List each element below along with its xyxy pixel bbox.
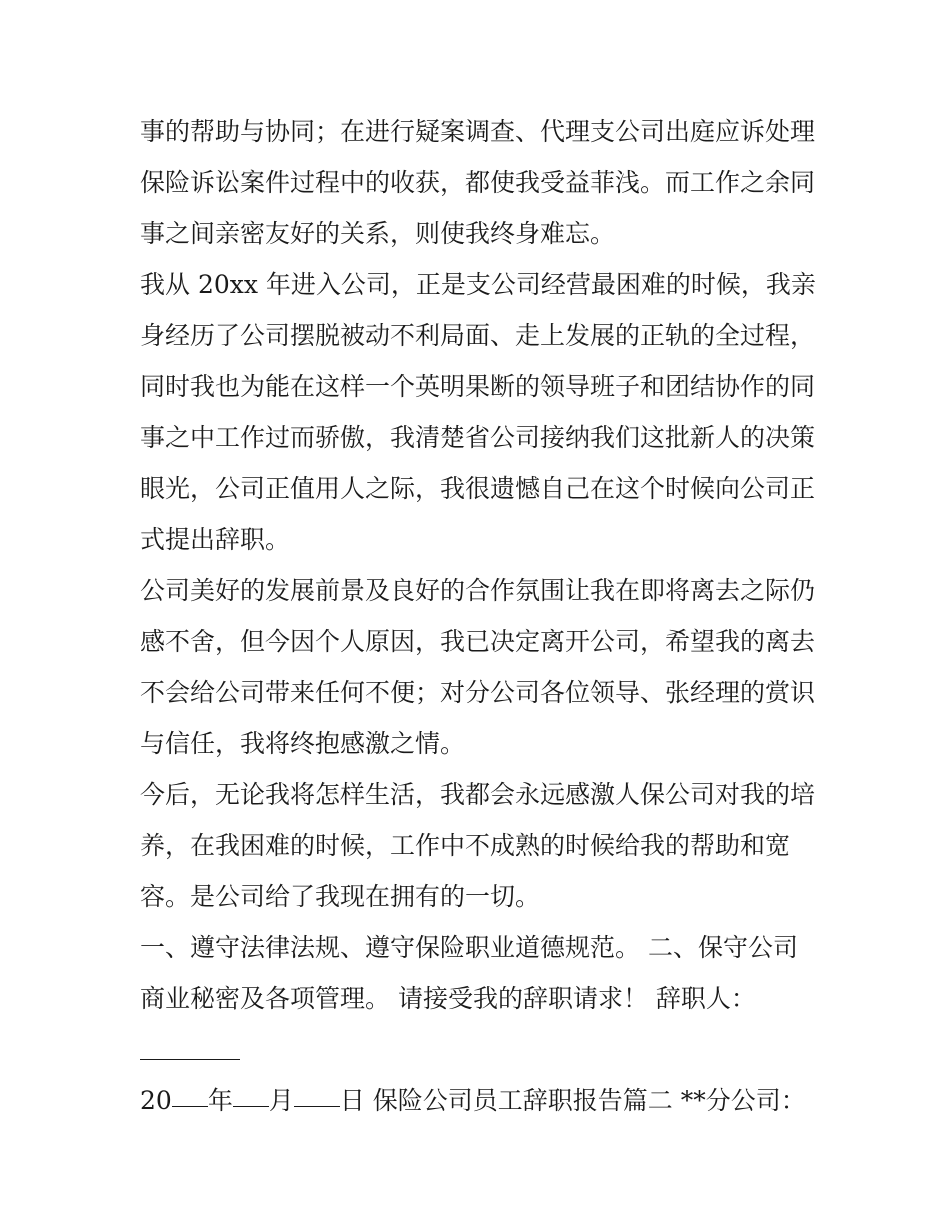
text-line: 同时我也为能在这样一个英明果断的领导班子和团结协作的同: [140, 372, 816, 401]
document-body: [140, 106, 820, 1126]
date-month-unit: 月: [268, 1086, 294, 1115]
text-line: 我从 20xx 年进入公司，正是支公司经营最困难的时候，我亲: [140, 270, 816, 299]
text-line: 不会给公司带来任何不便；对分公司各位领导、张经理的赏识: [140, 678, 816, 707]
date-line-tail: 保险公司员工辞职报告篇二 **分公司：: [364, 1086, 806, 1115]
text-line: 事之间亲密友好的关系，则使我终身难忘。: [140, 219, 616, 248]
text-line: 式提出辞职。: [140, 525, 291, 554]
text-line: 商业秘密及各项管理。 请接受我的辞职请求！ 辞职人：: [140, 984, 756, 1013]
date-year-unit: 年: [207, 1086, 233, 1115]
month-blank: [233, 1105, 269, 1107]
text-line: 养，在我困难的时候，工作中不成熟的时候给我的帮助和宽: [140, 831, 791, 860]
text-line: 一、遵守法律法规、遵守保险职业道德规范。 二、保守公司: [140, 933, 798, 962]
text-line: 眼光，公司正值用人之际，我很遗憾自己在这个时候向公司正: [140, 474, 816, 503]
text-line: 今后，无论我将怎样生活，我都会永远感激人保公司对我的培: [140, 780, 816, 809]
signature-blank: [140, 1024, 820, 1075]
date-day-unit: 日: [339, 1086, 365, 1115]
text-line: 公司美好的发展前景及良好的合作氛围让我在即将离去之际仍: [140, 576, 816, 605]
text-line: 与信任，我将终抱感激之情。: [140, 729, 466, 758]
text-line: 保险诉讼案件过程中的收获，都使我受益菲浅。而工作之余同: [140, 168, 816, 197]
date-year-prefix: 20: [140, 1086, 172, 1115]
text-line: 感不舍，但今因个人原因，我已决定离开公司，希望我的离去: [140, 627, 816, 656]
day-blank: [294, 1105, 340, 1107]
date-line: [140, 1075, 820, 1126]
text-line: 容。是公司给了我现在拥有的一切。: [140, 882, 541, 911]
text-line: 身经历了公司摆脱被动不利局面、走上发展的正轨的全过程，: [140, 321, 816, 350]
year-blank: [172, 1105, 208, 1107]
signature-underline: [140, 1059, 240, 1060]
text-line: 事的帮助与协同；在进行疑案调查、代理支公司出庭应诉处理: [140, 117, 816, 146]
text-line: 事之中工作过而骄傲，我清楚省公司接纳我们这批新人的决策: [140, 423, 816, 452]
